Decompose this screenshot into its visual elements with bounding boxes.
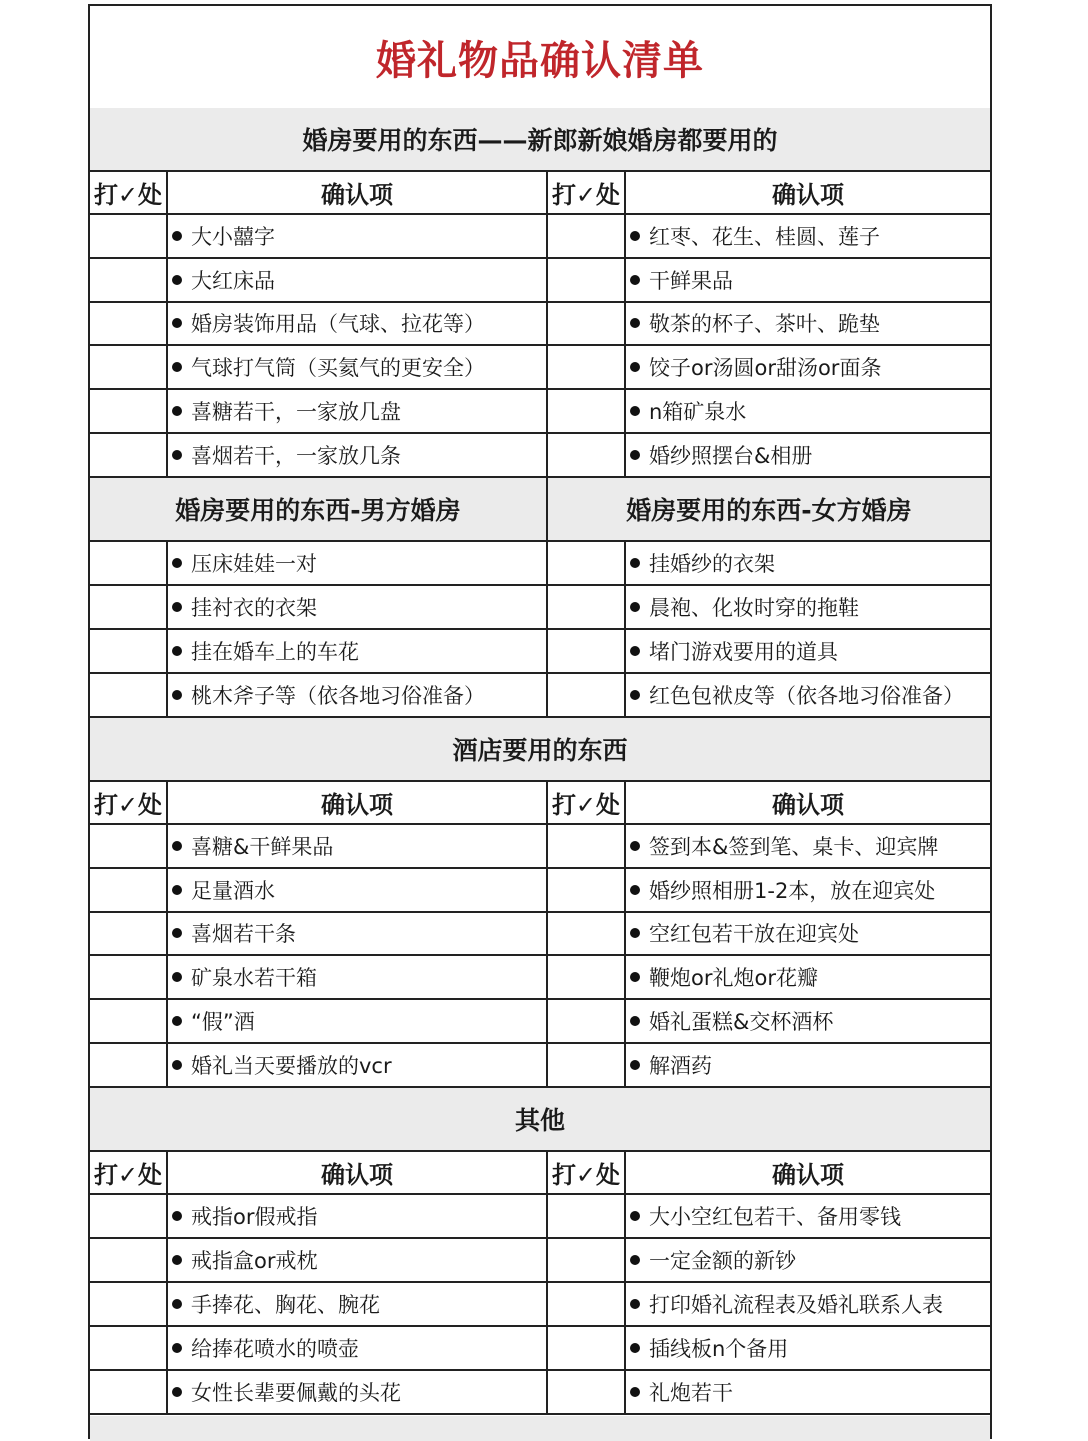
item-cell (626, 390, 990, 432)
table-row (90, 542, 990, 586)
table-row (90, 434, 990, 478)
item-cell (626, 869, 990, 911)
item-cell (626, 1283, 990, 1325)
item-label: 婚房装饰用品（气球、拉花等） (191, 312, 485, 337)
item-label: 鞭炮or礼炮or花瓣 (649, 966, 818, 991)
item-label: 气球打气筒（买氦气的更安全） (191, 356, 485, 381)
table-row (90, 630, 990, 674)
bullet-icon (172, 602, 182, 612)
bullet-icon (172, 231, 182, 241)
table-row (90, 586, 990, 630)
check-cell[interactable] (90, 1044, 168, 1086)
item-label: 给捧花喷水的喷壶 (191, 1337, 359, 1361)
check-cell[interactable] (90, 630, 168, 672)
item-cell (168, 1044, 548, 1086)
bullet-icon (172, 318, 182, 328)
table-row (90, 1044, 990, 1088)
check-cell[interactable] (548, 1195, 626, 1237)
bullet-icon (630, 450, 640, 460)
check-cell[interactable] (548, 542, 626, 584)
item-cell (626, 674, 990, 716)
bullet-icon (630, 690, 640, 700)
check-cell[interactable] (90, 303, 168, 345)
item-cell (626, 542, 990, 584)
bullet-icon (630, 406, 640, 416)
bottom-band (90, 1416, 990, 1441)
check-cell[interactable] (548, 1283, 626, 1325)
item-cell (168, 1283, 548, 1325)
bullet-icon (172, 450, 182, 460)
bullet-icon (172, 1060, 182, 1070)
item-label: 红色包袱皮等（依各地习俗准备） (649, 684, 964, 708)
table-header (90, 1152, 990, 1195)
item-cell (168, 1327, 548, 1369)
item-label: 插线板n个备用 (649, 1337, 789, 1361)
item-label: 饺子or汤圆or甜汤or面条 (649, 356, 882, 381)
item-label: 一定金额的新钞 (649, 1249, 796, 1273)
check-cell[interactable] (90, 1000, 168, 1042)
bullet-icon (172, 841, 182, 851)
check-cell[interactable] (90, 913, 168, 955)
item-label: 矿泉水若干箱 (191, 966, 317, 991)
bullet-icon (172, 275, 182, 285)
bullet-icon (172, 558, 182, 568)
item-label: 干鲜果品 (649, 268, 733, 293)
item-label: 大小囍字 (191, 224, 275, 249)
page-title: 婚礼物品确认清单 (90, 6, 990, 110)
bullet-icon (630, 231, 640, 241)
table-row (90, 390, 990, 434)
check-cell[interactable] (548, 869, 626, 911)
check-cell[interactable] (548, 303, 626, 345)
header-check: 打✓处 (548, 172, 626, 213)
item-label: 挂衬衣的衣架 (191, 596, 317, 620)
item-cell (626, 825, 990, 867)
item-cell (626, 1371, 990, 1413)
bullet-icon (630, 318, 640, 328)
table-row (90, 825, 990, 869)
item-cell (168, 956, 548, 998)
item-cell (168, 542, 548, 584)
item-cell (626, 346, 990, 388)
item-cell (168, 215, 548, 257)
item-label: 手捧花、胸花、腕花 (191, 1293, 380, 1317)
bullet-icon (172, 928, 182, 938)
header-check: 打✓处 (90, 172, 168, 213)
item-cell (626, 1239, 990, 1281)
check-cell[interactable] (90, 1371, 168, 1413)
item-cell (168, 825, 548, 867)
band-groom-room: 婚房要用的东西-男方婚房 (90, 478, 548, 540)
table-row (90, 1327, 990, 1371)
check-cell[interactable] (548, 1000, 626, 1042)
check-cell[interactable] (90, 542, 168, 584)
table-row (90, 869, 990, 913)
check-cell[interactable] (548, 913, 626, 955)
band-bride-room: 婚房要用的东西-女方婚房 (626, 496, 912, 525)
item-label: 解酒药 (649, 1053, 712, 1078)
table-row (90, 1195, 990, 1239)
bullet-icon (630, 646, 640, 656)
item-label: 签到本&签到笔、桌卡、迎宾牌 (649, 834, 939, 859)
header-item: 确认项 (168, 172, 548, 213)
bullet-icon (172, 1299, 182, 1309)
item-label: 桃木斧子等（依各地习俗准备） (191, 684, 485, 708)
item-cell (168, 674, 548, 716)
bullet-icon (630, 275, 640, 285)
item-cell (168, 630, 548, 672)
item-label: 压床娃娃一对 (191, 552, 317, 576)
check-cell[interactable] (548, 956, 626, 998)
bullet-icon (630, 1060, 640, 1070)
item-cell (168, 913, 548, 955)
bullet-icon (630, 1016, 640, 1026)
bullet-icon (172, 1016, 182, 1026)
bullet-icon (630, 362, 640, 372)
item-cell (626, 956, 990, 998)
table-row (90, 1239, 990, 1283)
item-label: 挂在婚车上的车花 (191, 640, 359, 664)
check-cell[interactable] (548, 1044, 626, 1086)
item-label: 喜烟若干，一家放几条 (191, 443, 401, 468)
section-band-split (90, 478, 990, 542)
check-cell[interactable] (90, 1195, 168, 1237)
item-cell (626, 1195, 990, 1237)
section-band-other: 其他 (90, 1088, 990, 1152)
item-label: 足量酒水 (191, 878, 275, 903)
item-cell (168, 434, 548, 476)
item-label: 礼炮若干 (649, 1381, 733, 1405)
check-cell[interactable] (90, 1283, 168, 1325)
bullet-icon (630, 1343, 640, 1353)
check-cell[interactable] (90, 825, 168, 867)
check-cell[interactable] (90, 1239, 168, 1281)
item-label: 大小空红包若干、备用零钱 (649, 1205, 901, 1229)
header-check: 打✓处 (548, 782, 626, 823)
bullet-icon (630, 1299, 640, 1309)
table-row (90, 259, 990, 303)
item-label: 喜糖&干鲜果品 (191, 834, 334, 859)
bullet-icon (630, 972, 640, 982)
header-item: 确认项 (772, 181, 844, 209)
item-cell (168, 346, 548, 388)
item-label: 晨袍、化妆时穿的拖鞋 (649, 596, 859, 620)
item-cell (626, 303, 990, 345)
bullet-icon (172, 646, 182, 656)
check-cell[interactable] (90, 674, 168, 716)
header-item: 确认项 (772, 791, 844, 819)
item-cell (626, 1000, 990, 1042)
check-cell[interactable] (548, 390, 626, 432)
check-cell[interactable] (90, 869, 168, 911)
item-cell (626, 259, 990, 301)
check-cell[interactable] (548, 825, 626, 867)
header-item: 确认项 (168, 1152, 548, 1193)
item-label: n箱矿泉水 (649, 400, 747, 425)
checklist-sheet (88, 4, 992, 1439)
bullet-icon (630, 1211, 640, 1221)
check-cell[interactable] (548, 434, 626, 476)
table-row (90, 303, 990, 347)
table-row (90, 1000, 990, 1044)
item-cell (168, 1195, 548, 1237)
table-header (90, 172, 990, 215)
bullet-icon (172, 1343, 182, 1353)
bullet-icon (630, 885, 640, 895)
item-label: 打印婚礼流程表及婚礼联系人表 (649, 1293, 943, 1317)
item-label: 敬茶的杯子、茶叶、跪垫 (649, 312, 880, 337)
header-check: 打✓处 (90, 782, 168, 823)
check-cell[interactable] (90, 259, 168, 301)
item-cell (626, 586, 990, 628)
item-label: 喜烟若干条 (191, 922, 296, 947)
bullet-icon (630, 558, 640, 568)
bullet-icon (630, 841, 640, 851)
check-cell[interactable] (548, 259, 626, 301)
check-cell[interactable] (548, 346, 626, 388)
item-label: 戒指or假戒指 (191, 1205, 318, 1229)
table-row (90, 1371, 990, 1415)
item-cell (626, 630, 990, 672)
check-cell[interactable] (548, 1371, 626, 1413)
item-cell (626, 913, 990, 955)
header-item: 确认项 (168, 782, 548, 823)
check-cell[interactable] (90, 586, 168, 628)
check-cell[interactable] (90, 1327, 168, 1369)
check-cell[interactable] (90, 956, 168, 998)
table-row (90, 913, 990, 957)
check-cell[interactable] (90, 390, 168, 432)
item-cell (626, 1044, 990, 1086)
check-cell[interactable] (548, 586, 626, 628)
item-label: 婚礼当天要播放的vcr (191, 1053, 392, 1078)
item-cell (168, 259, 548, 301)
header-check: 打✓处 (90, 1152, 168, 1193)
check-cell[interactable] (548, 674, 626, 716)
item-label: 女性长辈要佩戴的头花 (191, 1381, 401, 1405)
bullet-icon (630, 1255, 640, 1265)
bullet-icon (172, 1255, 182, 1265)
check-cell[interactable] (90, 215, 168, 257)
item-label: 婚礼蛋糕&交杯酒杯 (649, 1010, 834, 1035)
item-label: 挂婚纱的衣架 (649, 552, 775, 576)
bullet-icon (172, 406, 182, 416)
item-label: 婚纱照相册1-2本，放在迎宾处 (649, 878, 936, 903)
bullet-icon (172, 362, 182, 372)
item-label: 喜糖若干，一家放几盘 (191, 400, 401, 425)
check-cell[interactable] (548, 215, 626, 257)
item-label: 堵门游戏要用的道具 (649, 640, 838, 664)
item-label: 红枣、花生、桂圆、莲子 (649, 224, 880, 249)
item-cell (168, 869, 548, 911)
table-row (90, 346, 990, 390)
item-label: “假”酒 (191, 1010, 255, 1035)
bullet-icon (630, 1387, 640, 1397)
bullet-icon (172, 690, 182, 700)
item-label: 大红床品 (191, 268, 275, 293)
item-cell (168, 1000, 548, 1042)
bullet-icon (172, 1387, 182, 1397)
table-row (90, 1283, 990, 1327)
item-cell (168, 586, 548, 628)
table-row (90, 674, 990, 718)
item-cell (626, 434, 990, 476)
bullet-icon (630, 928, 640, 938)
item-label: 空红包若干放在迎宾处 (649, 922, 859, 947)
table-row (90, 956, 990, 1000)
bullet-icon (172, 972, 182, 982)
header-check: 打✓处 (548, 1152, 626, 1193)
bullet-icon (630, 602, 640, 612)
check-cell[interactable] (548, 630, 626, 672)
check-cell[interactable] (548, 1239, 626, 1281)
check-cell[interactable] (548, 1327, 626, 1369)
header-item: 确认项 (772, 1161, 844, 1189)
item-cell (168, 1371, 548, 1413)
bullet-icon (172, 885, 182, 895)
section-band-room: 婚房要用的东西——新郎新娘婚房都要用的 (90, 108, 990, 172)
table-header (90, 782, 990, 825)
section-band-hotel: 酒店要用的东西 (90, 718, 990, 782)
item-cell (626, 1327, 990, 1369)
check-cell[interactable] (90, 346, 168, 388)
item-label: 戒指盒or戒枕 (191, 1249, 318, 1273)
item-cell (626, 215, 990, 257)
item-label: 婚纱照摆台&相册 (649, 443, 813, 468)
item-cell (168, 1239, 548, 1281)
table-row (90, 215, 990, 259)
check-cell[interactable] (90, 434, 168, 476)
item-cell (168, 390, 548, 432)
bullet-icon (172, 1211, 182, 1221)
item-cell (168, 303, 548, 345)
